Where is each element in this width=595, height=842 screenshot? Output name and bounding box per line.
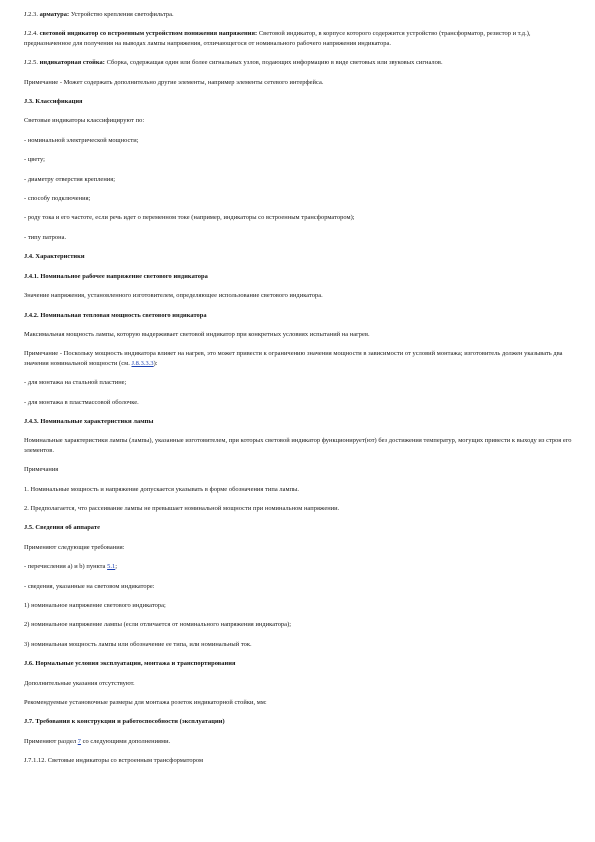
section-heading-j7: J.7. Требования к конструкции и работоспособности (эксплуатации) [24, 718, 225, 726]
section-heading-j4: J.4. Характеристики [24, 253, 85, 261]
paragraph: Применяют раздел 7 со следующими дополнениями. [24, 737, 171, 745]
list-item: 3) номинальная мощность лампы или обозначение ее типа, или номинальный ток. [24, 640, 252, 648]
notes-label: Примечания [24, 466, 59, 474]
paragraph-j23 [24, 10, 572, 19]
paragraph-j25 [24, 58, 572, 67]
clause-number: J.2.4. [24, 30, 38, 38]
paragraph-j24 [24, 29, 572, 48]
list-item: - способу подключения; [24, 195, 91, 203]
list-item: 2) номинальное напряжение лампы (если отличается от номинального напряжения индикатора); [24, 621, 292, 629]
list-item: - типу патрона. [24, 233, 67, 241]
definition-text: Сборка, содержащая один или более сигнальных узлов, подающих информацию в виде световых или звуковых сигналов. [104, 59, 443, 67]
section-heading-j3: J.3. Классификация [24, 98, 83, 106]
note-paragraph: Примечание - Поскольку мощность индикатора влияет на нагрев, это может привести к ограничению значения мощности в зависимости от условий монтажа; изготовитель должен указывать два значения номинальной мощности (см. J.8.3.3.3): [24, 350, 563, 367]
clause-number: J.2.5. [24, 59, 38, 67]
document-body [24, 10, 572, 776]
list-item: 1) номинальное напряжение светового индикатора; [24, 602, 166, 609]
term: световой индикатор со встроенным устройством понижения напряжения: [39, 30, 258, 38]
definition-text: Световой индикатор, в корпусе которого содержится устройство (трансформатор, резистор и т.д.), предназначенное для получения на выводах лампы напряжения, отличающегося от номинального рабочего напряжения индикатора. [24, 30, 531, 47]
reference-link-5-1[interactable]: 5.1 [107, 563, 116, 571]
list-item: - диаметру отверстия крепления; [24, 175, 116, 183]
term: арматура: [39, 11, 70, 18]
paragraph: Световые индикаторы классифицируют по: [24, 117, 145, 125]
clause-number: J.2.3. [24, 11, 38, 18]
paragraph: - сведения, указанные на световом индикаторе: [24, 582, 155, 590]
section-heading-j42: J.4.2. Номинальная тепловая мощность светового индикатора [24, 311, 207, 319]
section-heading-j43: J.4.3. Номинальные характеристики лампы [24, 417, 154, 425]
subclause-heading-j7112: J.7.1.12. Световые индикаторы со встроенным трансформатором [24, 757, 204, 765]
section-heading-j5: J.5. Сведения об аппарате [24, 524, 100, 532]
section-heading-j41: J.4.1. Номинальное рабочее напряжение светового индикатора [24, 272, 208, 280]
list-item: - для монтажа в пластмассовой оболочке. [24, 398, 139, 406]
note-paragraph: Примечание - Может содержать дополнительно другие элементы, например элементы сетевого интерфейса. [24, 78, 324, 86]
section-heading-j6: J.6. Нормальные условия эксплуатации, монтажа и транспортирования [24, 660, 236, 668]
list-item: - номинальной электрической мощности; [24, 136, 139, 144]
note-item: 2. Предполагается, что рассеивание лампы не превышает номинальной мощности при номинальном напряжении. [24, 504, 340, 512]
reference-link-7[interactable]: 7 [77, 737, 81, 745]
list-item: - цвету; [24, 156, 45, 164]
paragraph: Дополнительные указания отсутствуют. [24, 679, 135, 687]
paragraph: Максимальная мощность лампы, которую выдерживает световой индикатор при конкретных условиях испытаний на нагрев. [24, 330, 370, 338]
note-item: 1. Номинальные мощность и напряжение допускается указывать в форме обозначения типа лампы. [24, 485, 300, 493]
list-item: - для монтажа на стальной пластине; [24, 379, 127, 387]
reference-link-j8333[interactable]: J.8.3.3.3 [131, 359, 154, 367]
paragraph: - перечисления а) и b) пункта 5.1; [24, 563, 118, 571]
paragraph: Применяют следующие требования: [24, 543, 125, 551]
paragraph: Номинальные характеристики лампы (лампы), указанные изготовителем, при которых световой индикатор функционирует(ют) без достижения температур, могущих привести к выходу из строя его элементов. [24, 437, 572, 454]
list-item: - роду тока и его частоте, если речь идет о переменном токе (например, индикаторы со встроенным трансформатором); [24, 214, 355, 222]
term: индикаторная стойка: [39, 59, 105, 67]
paragraph: Значение напряжения, установленного изготовителем, определяющее использование светового индикатора. [24, 292, 323, 300]
paragraph: Рекомендуемые установочные размеры для монтажа розеток индикаторной стойки, мм: [24, 699, 267, 707]
definition-text: Устройство крепления светофильтра. [69, 11, 174, 18]
